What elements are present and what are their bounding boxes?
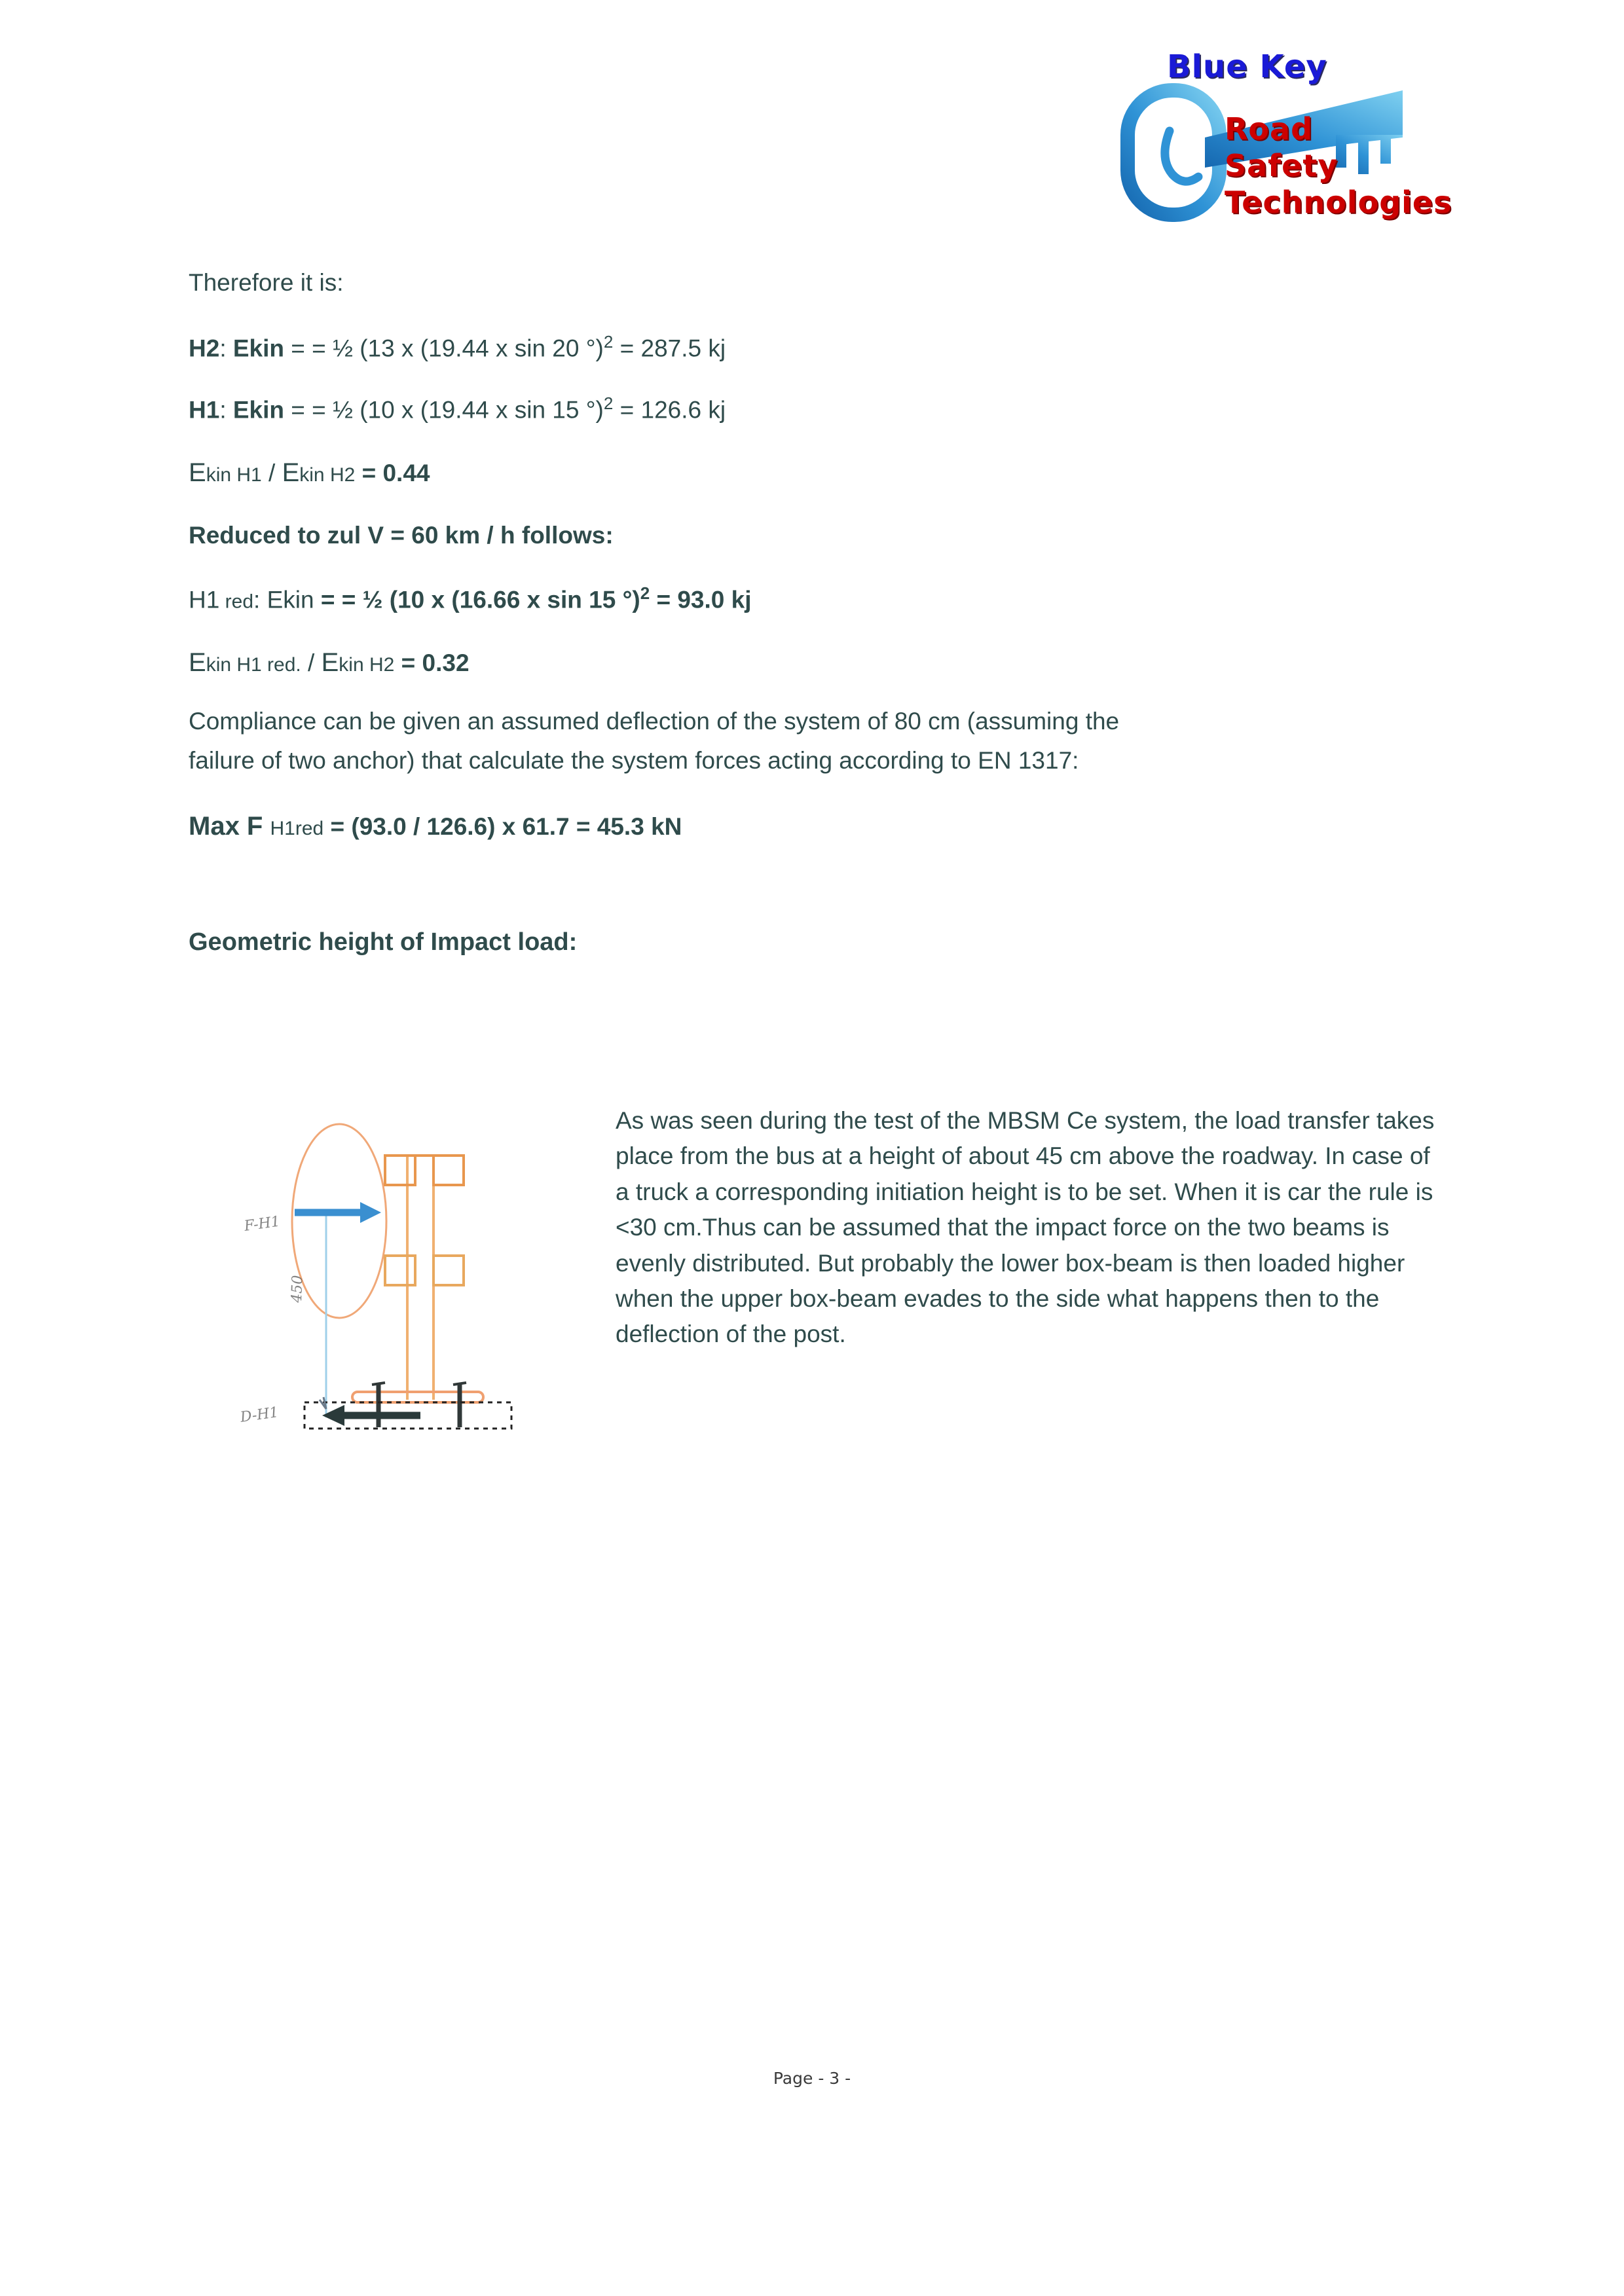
logo-text-technologies: Technologies <box>1225 185 1452 220</box>
impact-force-arrow <box>295 1202 381 1223</box>
anchor-bolt-left <box>372 1383 385 1427</box>
ratio-h1-h2: Ekin H1 / Ekin H2 = 0.44 <box>189 458 430 487</box>
impact-load-diagram <box>236 1087 576 1480</box>
logo-text-safety: Safety <box>1225 148 1338 183</box>
anchor-bolt-right <box>453 1383 466 1427</box>
formula-h1-reduced: H1 red: Ekin = = ½ (10 x (16.66 x sin 15 °)$^2$ = 93.0 kj <box>189 583 752 613</box>
page-footer <box>0 2069 1624 2088</box>
formula-h1: H1: Ekin = = ½ (10 x (19.44 x sin 15 °)$^2$ = 126.6 kj <box>189 393 726 424</box>
deflection-label: D-H1 <box>239 1404 280 1426</box>
max-force-formula: Max F H1red = (93.0 / 126.6) x 61.7 = 45.3 kN <box>189 812 682 841</box>
compliance-line-1: Compliance can be given an assumed deflection of the system of 80 cm (assuming the <box>189 708 1120 735</box>
upper-box-beam-left <box>385 1156 415 1185</box>
reduced-heading: Reduced to zul V = 60 km / h follows: <box>189 522 614 549</box>
page-number: Page - 3 - <box>773 2069 851 2088</box>
logo-text-road: Road <box>1225 111 1313 147</box>
formula-h2: H2: Ekin = = ½ (13 x (19.44 x sin 20 °)$^2$ = 287.5 kj <box>189 332 726 362</box>
base-plate <box>352 1392 483 1402</box>
logo-text-blue-key: Blue Key <box>1167 48 1327 85</box>
company-logo <box>1107 39 1486 255</box>
lower-box-beam-right <box>434 1256 464 1285</box>
lower-box-beam-left <box>385 1256 415 1285</box>
intro-line: Therefore it is: <box>189 269 344 296</box>
vehicle-outline <box>292 1124 386 1318</box>
upper-box-beam-right <box>434 1156 464 1185</box>
section-heading-geometric-height: Geometric height of Impact load: <box>189 928 578 956</box>
compliance-line-2: failure of two anchor) that calculate the system forces acting according to EN 1317: <box>189 747 1079 774</box>
impact-load-description: As was seen during the test of the MBSM Ce system, the load transfer takes place from the bus at a height of about 45 cm above the roadway. In case of a truck a corresponding initiation height is to be set. When it is car the rule is <30 cm.Thus can be assumed that the impact force on the two beams is evenly distributed. But probably the lower box-beam is then loaded higher when the upper box-beam evades to the side what happens then to the deflection of the post. <box>616 1107 1435 1348</box>
height-label: 450 <box>289 1275 306 1303</box>
force-label: F-H1 <box>243 1213 282 1235</box>
deflection-arrow <box>322 1405 420 1426</box>
ratio-h1red-h2: Ekin H1 red. / Ekin H2 = 0.32 <box>189 648 470 677</box>
